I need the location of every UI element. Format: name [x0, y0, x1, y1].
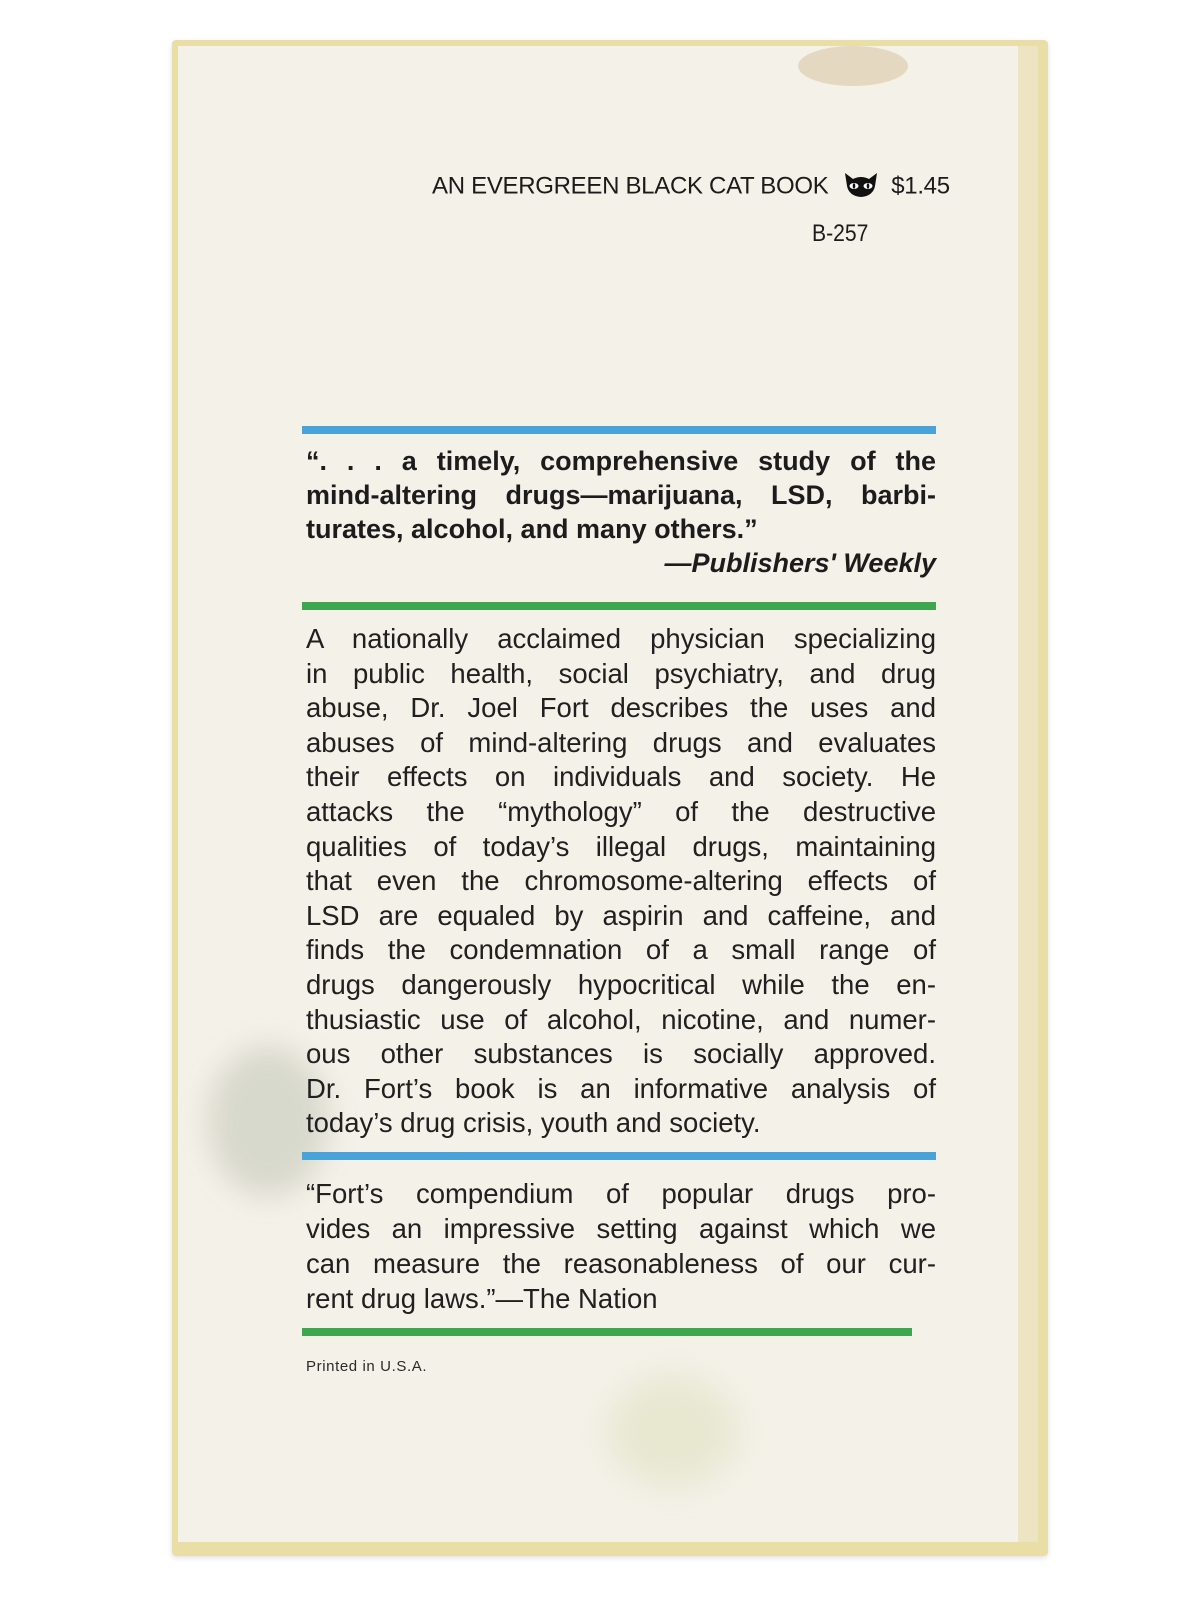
nation-quote-line: vides an impressive setting against which we	[306, 1213, 936, 1244]
stain-bottom	[608, 1376, 738, 1486]
description-line: in public health, social psychiatry, and drug	[306, 657, 936, 689]
description-text	[306, 622, 936, 1141]
series-name: AN EVERGREEN BLACK CAT BOOK	[432, 172, 829, 200]
description-line: attacks the “mythology” of the destructive	[306, 795, 936, 827]
quote-line: turates, alcohol, and many others.”	[306, 514, 758, 544]
nation-quote-line: can measure the reasonableness of our cur-	[306, 1248, 936, 1279]
stain-top	[798, 46, 908, 86]
printed-in-note: Printed in U.S.A.	[306, 1358, 428, 1375]
green-rule-1	[302, 602, 936, 610]
description-line: thusiastic use of alcohol, nicotine, and numer-	[306, 1003, 936, 1035]
nation-quote-line: “Fort’s compendium of popular drugs pro-	[306, 1178, 936, 1209]
description-line: qualities of today’s illegal drugs, maintaining	[306, 830, 936, 862]
description-line: abuse, Dr. Joel Fort describes the uses and	[306, 692, 936, 724]
description-line: abuses of mind-altering drugs and evaluates	[306, 726, 936, 758]
green-rule-bottom	[302, 1328, 912, 1336]
book-back-cover	[172, 40, 1048, 1556]
price: $1.45	[891, 172, 950, 200]
nation-quote-line: rent drug laws.”—The Nation	[306, 1283, 658, 1314]
description-line: ous other substances is socially approved.	[306, 1038, 936, 1070]
description-line: LSD are equaled by aspirin and caffeine, and	[306, 899, 936, 931]
description-line: that even the chromosome-altering effects of	[306, 865, 936, 897]
description-line: finds the condemnation of a small range of	[306, 934, 936, 966]
description-line: drugs dangerously hypocritical while the en-	[306, 968, 936, 1000]
publisher-imprint	[432, 172, 950, 212]
publishers-weekly-quote	[306, 444, 936, 546]
description-line: today’s drug crisis, youth and society.	[306, 1107, 761, 1139]
description-line: their effects on individuals and society. He	[306, 761, 936, 793]
publishers-weekly-attribution: —Publishers' Weekly	[664, 548, 936, 578]
catalog-code: B-257	[812, 220, 869, 247]
blue-rule-2	[302, 1152, 936, 1160]
blue-rule-top	[302, 426, 936, 434]
description-line: Dr. Fort’s book is an informative analysis of	[306, 1072, 936, 1104]
black-cat-face-icon	[843, 172, 879, 198]
description-line: A nationally acclaimed physician specializing	[306, 623, 936, 654]
quote-line: mind-altering drugs—marijuana, LSD, barbi-	[306, 480, 936, 510]
quote-line: “. . . a timely, comprehensive study of the	[306, 446, 936, 476]
nation-quote	[306, 1176, 936, 1316]
